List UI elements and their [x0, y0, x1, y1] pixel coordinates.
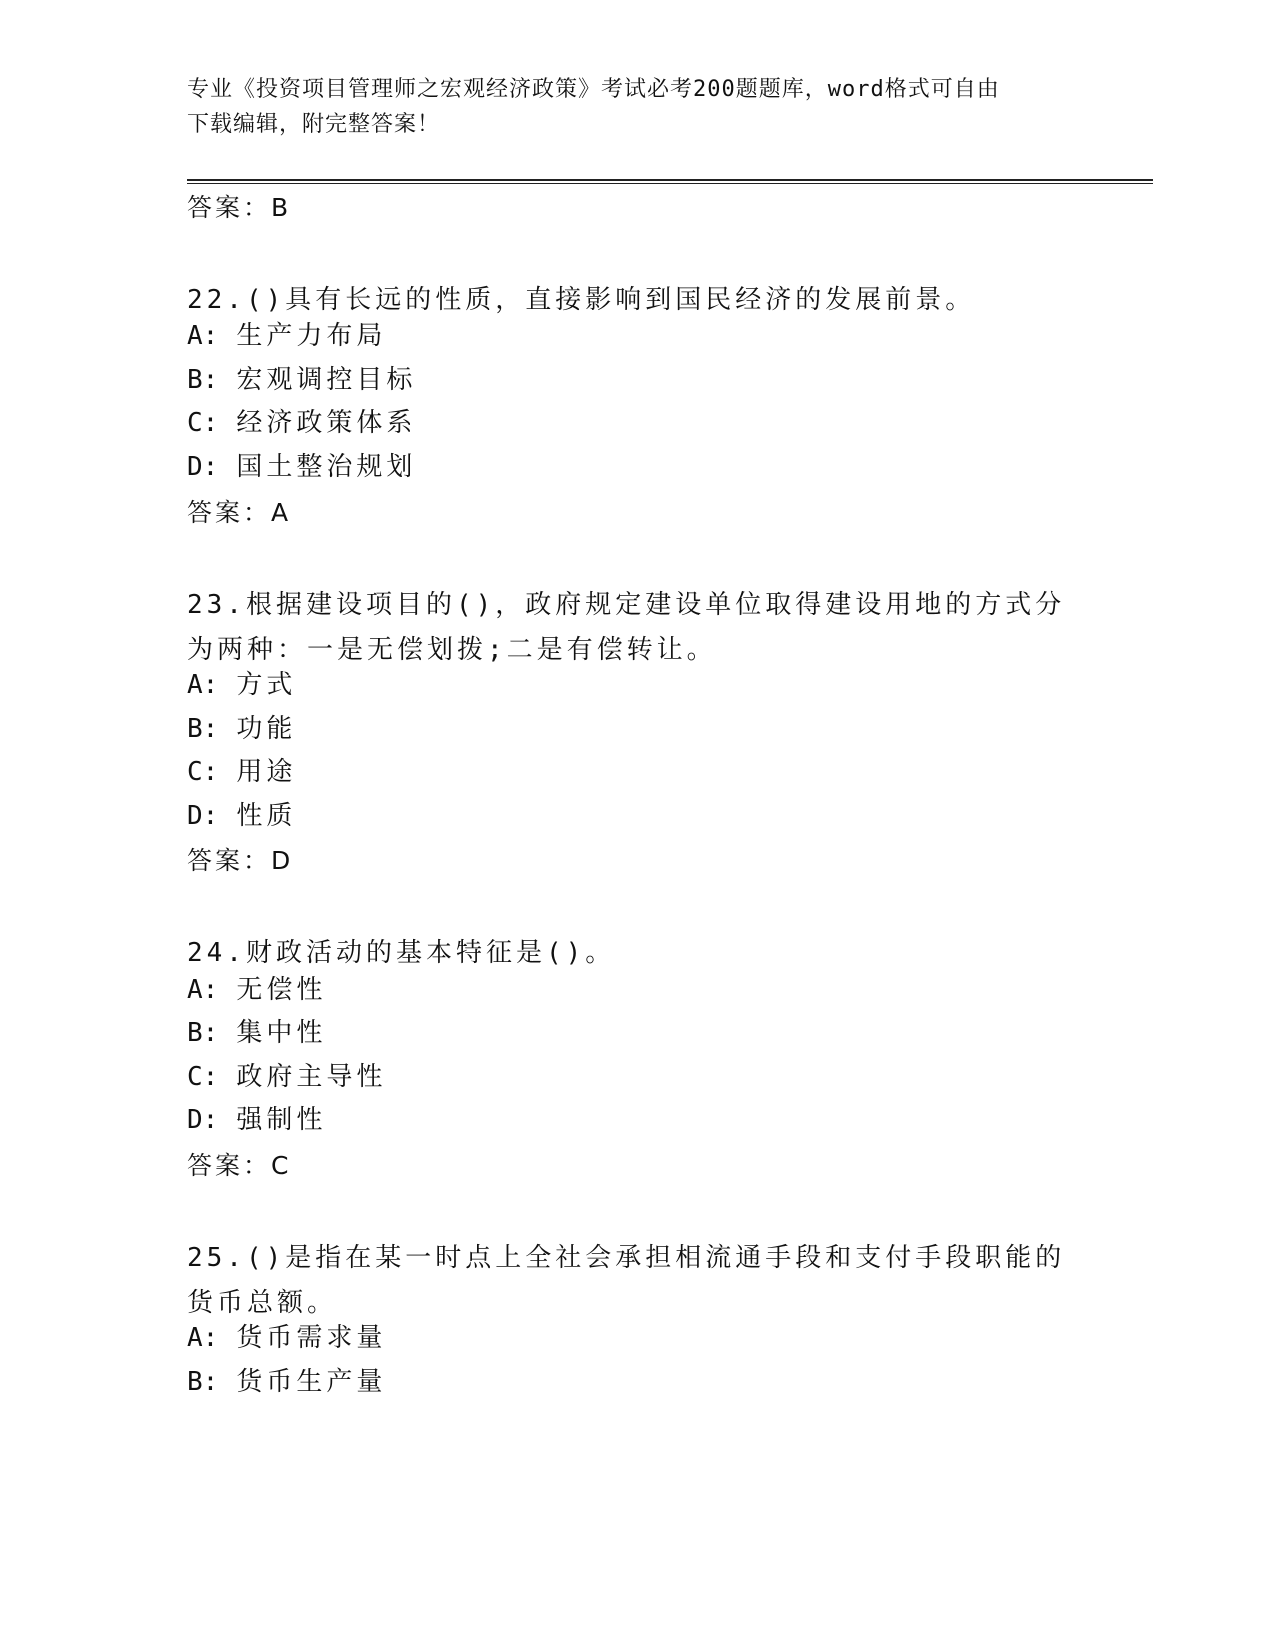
answer-line: [187, 1148, 289, 1184]
option-c: C: 政府主导性: [187, 1062, 387, 1092]
answer-label: 答案：: [187, 498, 272, 527]
option-b: B: 宏观调控目标: [187, 365, 417, 395]
answer-line: [187, 495, 289, 531]
option-b: B: 货币生产量: [187, 1367, 387, 1397]
option-a: A: 货币需求量: [187, 1323, 387, 1353]
question-stem-23: 23.根据建设项目的()，政府规定建设单位取得建设用地的方式分为两种：一是无偿划拨;二是有偿转让。: [187, 590, 1066, 665]
option-a: A: 无偿性: [187, 975, 327, 1005]
question-stem-24: 24.财政活动的基本特征是()。: [187, 938, 616, 968]
answer-value: A: [271, 498, 290, 527]
header-divider-thin: [187, 183, 1153, 184]
answer-value: D: [271, 846, 292, 875]
option-b: B: 功能: [187, 714, 297, 744]
option-c: C: 用途: [187, 757, 297, 787]
answer-label: 答案：: [187, 193, 272, 222]
answer-line: [187, 843, 291, 879]
answer-value: C: [271, 1151, 290, 1180]
header-line-1: 专业《投资项目管理师之宏观经济政策》考试必考200题题库，word格式可自由: [187, 77, 1000, 102]
answer-label: 答案：: [187, 846, 272, 875]
option-a: A: 生产力布局: [187, 321, 387, 351]
option-d: D: 强制性: [187, 1105, 327, 1135]
answer-value: B: [271, 193, 290, 222]
answer-line: [187, 190, 289, 226]
option-c: C: 经济政策体系: [187, 408, 417, 438]
header-line-2: 下载编辑，附完整答案！: [187, 112, 441, 137]
question-stem-25: 25.()是指在某一时点上全社会承担相流通手段和支付手段职能的货币总额。: [187, 1243, 1066, 1318]
document-header: [187, 72, 1087, 142]
question-stem-22: 22.()具有长远的性质，直接影响到国民经济的发展前景。: [187, 285, 976, 315]
option-d: D: 国土整治规划: [187, 452, 417, 482]
option-a: A: 方式: [187, 670, 297, 700]
option-d: D: 性质: [187, 801, 297, 831]
option-b: B: 集中性: [187, 1018, 327, 1048]
header-divider-thick: [187, 179, 1153, 181]
answer-label: 答案：: [187, 1151, 272, 1180]
